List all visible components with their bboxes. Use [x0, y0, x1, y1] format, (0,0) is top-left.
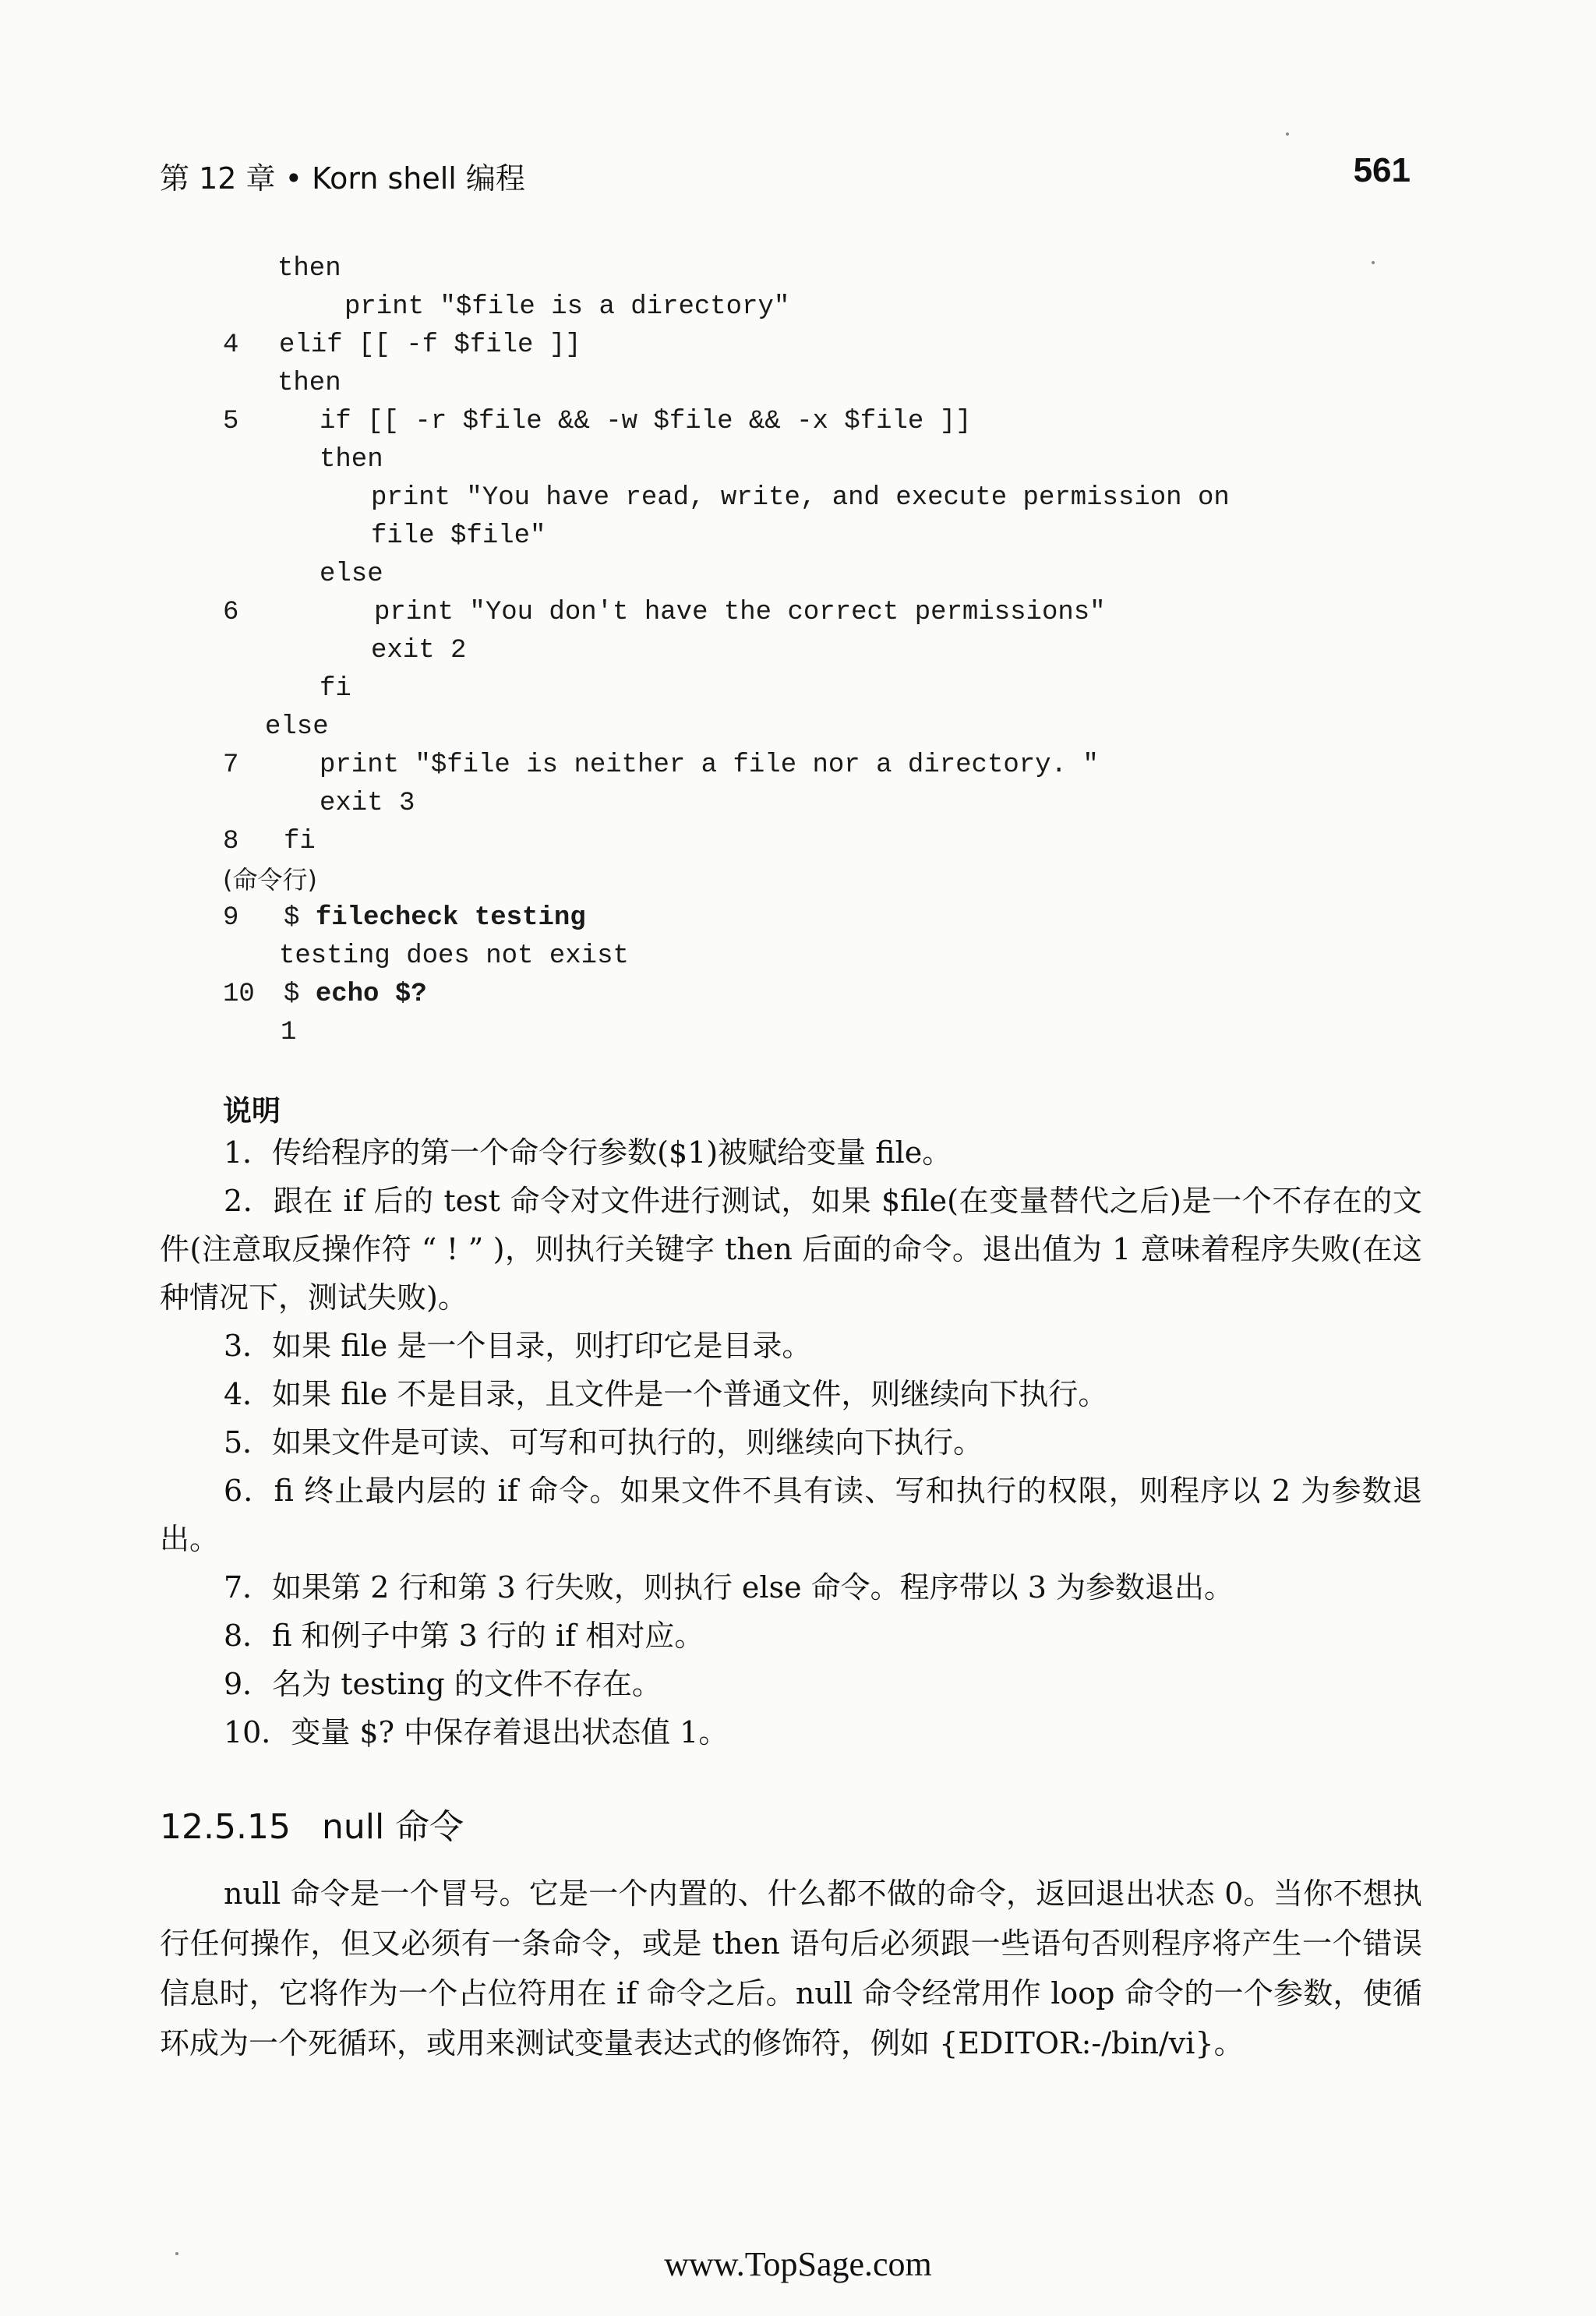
- section-title: null 命令: [321, 1807, 464, 1847]
- note-item: 4．如果 file 不是目录，且文件是一个普通文件，则继续向下执行。: [224, 1377, 1108, 1411]
- page-number: 561: [1353, 151, 1411, 189]
- note-item: 5．如果文件是可读、可写和可执行的，则继续向下执行。: [224, 1425, 983, 1460]
- footer-url: www.TopSage.com: [664, 2245, 932, 2283]
- section-number: 12.5.15: [160, 1807, 291, 1847]
- note-item: 10．变量 $? 中保存着退出状态值 1。: [224, 1715, 729, 1749]
- section-heading: [160, 1799, 464, 1848]
- note-item: 3．如果 file 是一个目录，则打印它是目录。: [224, 1329, 812, 1363]
- note-item: 1．传给程序的第一个命令行参数($1)被赋给变量 file。: [224, 1135, 952, 1170]
- chapter-header: 第 12 章 • Korn shell 编程: [160, 161, 525, 196]
- note-item: 7．如果第 2 行和第 3 行失败，则执行 else 命令。程序带以 3 为参数退出。: [224, 1570, 1234, 1605]
- section-paragraph: null 命令是一个冒号。它是一个内置的、什么都不做的命令，返回退出状态 0。当你不想执行任何操作，但又必须有一条命令，或是 then 语句后必须跟一些语句否则程序将产生一个错误信息时，它将作为一个占位符用在 if 命令之后。null 命令经常用作 loop 命令的一个参数，使循环成为一个死循环，或用来测试变量表达式的修饰符，例如 {EDITOR:-/bin/vi}。: [160, 1876, 1422, 2060]
- notes-title: 说明: [223, 1094, 281, 1128]
- note-item: 6．fi 终止最内层的 if 命令。如果文件不具有读、写和执行的权限，则程序以 2 为参数退出。: [160, 1474, 1422, 1556]
- scan-speck: [1286, 132, 1289, 136]
- scan-speck: [1372, 261, 1375, 264]
- note-item: 9．名为 testing 的文件不存在。: [224, 1667, 662, 1701]
- book-page: 第 12 章 • Korn shell 编程 561 then print "$file is a directory" 4 elif [[ -f $file ]] then 5 if [[ -r $file && -w $file && -x $file ]] then print "You have read, write, and execute permission on file $file" else 6 print "You don't have the correct permissions" exit 2 fi else 7 print "$file is neither a file nor a directory. " exit 3 8 fi (命令行) 9 $ filecheck testing testing does not exist 10 $ echo $? 1 说明 1．传给程序的第一个命令行参数($1)被赋给变量 file。 2．跟在 if 后的 test 命令对文件进行测试，如果 $file(在变量替代之后)是一个不存在的文件(注意取反操作符 “ ! ” )，则执行关键字 then 后面的命令。退出值为 1 意味着程序失败(在这种情况下，测试失败)。 3．如果 file 是一个目录，则打印它是目录。 4．如果 file 不是目录，且文件是一个普通文件，则继续向下执行。 5．如果文件是可读、可写和可执行的，则继续向下执行。 6．fi 终止最内层的 if 命令。如果文件不具有读、写和执行的权限，则程序以 2 为参数退出。 7．如果第 2 行和第 3 行失败，则执行 else 命令。程序带以 3 为参数退出。 8．fi 和例子中第 3 行的 if 相对应。 9．名为 testing 的文件不存在。 10．变量 $? 中保存着退出状态值 1。 12.5.15 null 命令 null 命令是一个冒号。它是一个内置的、什么都不做的命令，返回退出状态 0。当你不想执行任何操作，但又必须有一条命令，或是 then 语句后必须跟一些语句否则程序将产生一个错误信息时，它将作为一个占位符用在 if 命令之后。null 命令经常用作 loop 命令的一个参数，使循环成为一个死循环，或用来测试变量表达式的修饰符，例如 {EDITOR:-/bin/vi}。 www.TopSage.com: [0, 0, 1596, 2316]
- scan-speck: [175, 2252, 178, 2255]
- note-item: 2．跟在 if 后的 test 命令对文件进行测试，如果 $file(在变量替代之后)是一个不存在的文件(注意取反操作符 “ ! ” )，则执行关键字 then 后面的命令。退出值为 1 意味着程序失败(在这种情况下，测试失败)。: [160, 1184, 1422, 1315]
- note-item: 8．fi 和例子中第 3 行的 if 相对应。: [224, 1619, 704, 1653]
- notes-list: [160, 1128, 1422, 1756]
